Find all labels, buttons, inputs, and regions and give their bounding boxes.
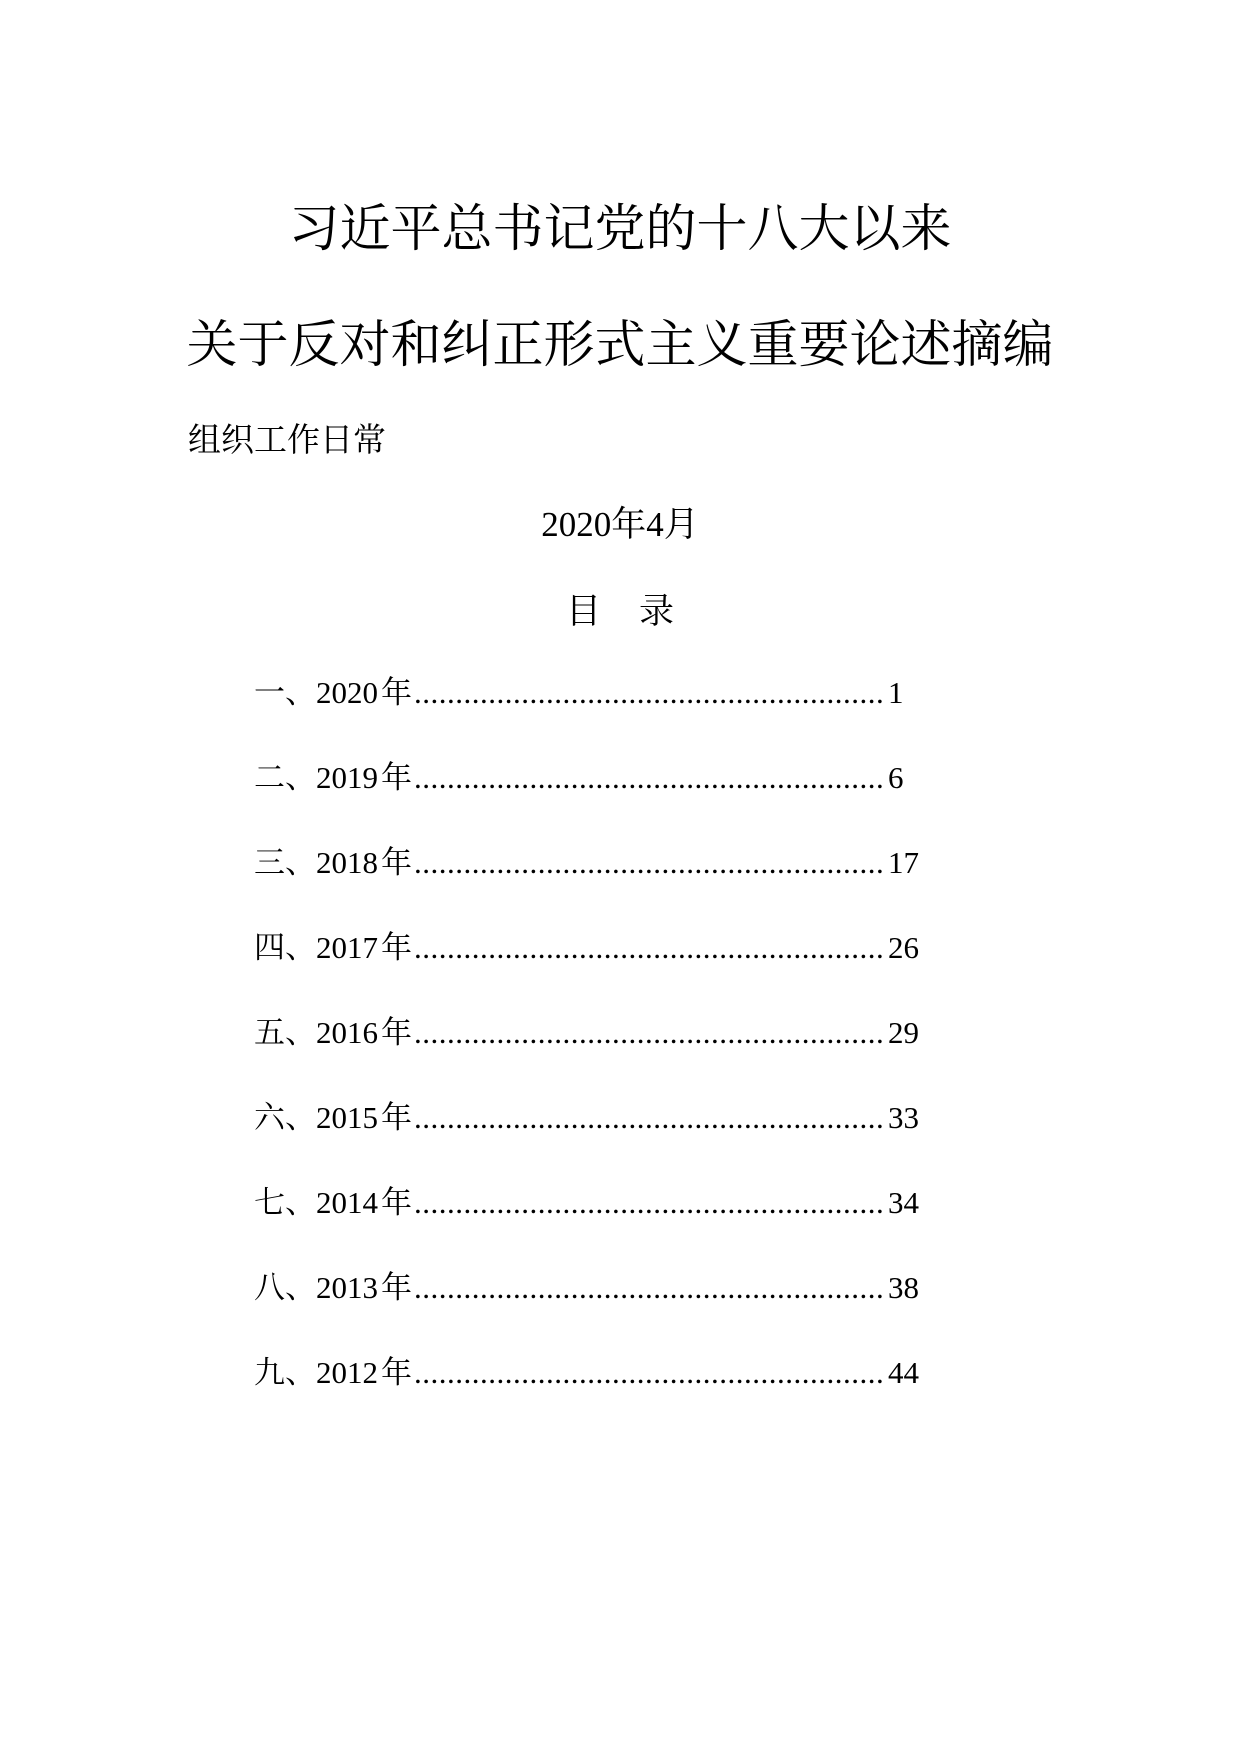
toc-item-number: 六、 — [254, 1100, 316, 1136]
table-of-contents — [254, 665, 924, 1430]
toc-item-suffix: 年 — [381, 1355, 412, 1391]
toc-item[interactable] — [254, 1090, 924, 1175]
source-label: 组织工作日常 — [188, 420, 386, 459]
toc-item-number: 四、 — [254, 930, 316, 966]
document-title-line-2: 关于反对和纠正形式主义重要论述摘编 — [186, 316, 1054, 375]
toc-item-year: 2016 — [316, 1015, 378, 1050]
toc-item-number: 五、 — [254, 1015, 316, 1051]
toc-item[interactable] — [254, 750, 924, 835]
toc-item-suffix: 年 — [381, 1015, 412, 1051]
toc-leader-dots — [414, 665, 886, 721]
toc-item-suffix: 年 — [381, 1185, 412, 1221]
toc-item[interactable] — [254, 1175, 924, 1260]
toc-item-page: 38 — [888, 1270, 919, 1305]
toc-item-page: 1 — [888, 675, 904, 710]
document-title-line-1: 习近平总书记党的十八大以来 — [288, 200, 952, 259]
toc-item-year: 2020 — [316, 675, 378, 710]
toc-item-page: 26 — [888, 930, 919, 965]
toc-item-number: 二、 — [254, 760, 316, 796]
toc-item-suffix: 年 — [381, 675, 412, 711]
toc-item[interactable] — [254, 1005, 924, 1090]
toc-item-suffix: 年 — [381, 1270, 412, 1306]
toc-item[interactable] — [254, 1260, 924, 1345]
toc-item-page: 29 — [888, 1015, 919, 1050]
toc-leader-dots — [414, 1260, 886, 1316]
toc-leader-dots — [414, 1090, 886, 1146]
toc-item-page: 6 — [888, 760, 904, 795]
toc-item-suffix: 年 — [381, 1100, 412, 1136]
toc-leader-dots — [414, 1345, 886, 1401]
toc-heading: 目录 — [565, 592, 712, 632]
toc-item-suffix: 年 — [381, 845, 412, 881]
toc-item[interactable] — [254, 665, 924, 750]
toc-item-page: 17 — [888, 845, 919, 880]
toc-item-year: 2014 — [316, 1185, 378, 1220]
toc-item-number: 九、 — [254, 1355, 316, 1391]
toc-item-page: 33 — [888, 1100, 919, 1135]
toc-item-number: 三、 — [254, 845, 316, 881]
toc-item-page: 44 — [888, 1355, 919, 1390]
toc-item[interactable] — [254, 835, 924, 920]
toc-item-year: 2012 — [316, 1355, 378, 1390]
toc-item-number: 七、 — [254, 1185, 316, 1221]
toc-leader-dots — [414, 750, 886, 806]
toc-item-number: 一、 — [254, 675, 316, 711]
toc-item-suffix: 年 — [381, 930, 412, 966]
toc-item-year: 2019 — [316, 760, 378, 795]
toc-leader-dots — [414, 1005, 886, 1061]
toc-leader-dots — [414, 920, 886, 976]
toc-item[interactable] — [254, 920, 924, 1005]
toc-item-number: 八、 — [254, 1270, 316, 1306]
toc-item-suffix: 年 — [381, 760, 412, 796]
toc-item-page: 34 — [888, 1185, 919, 1220]
toc-leader-dots — [414, 835, 886, 891]
toc-item-year: 2017 — [316, 930, 378, 965]
toc-item-year: 2013 — [316, 1270, 378, 1305]
toc-leader-dots — [414, 1175, 886, 1231]
toc-item-year: 2015 — [316, 1100, 378, 1135]
toc-item[interactable] — [254, 1345, 924, 1430]
toc-item-year: 2018 — [316, 845, 378, 880]
publication-date: 2020年4月 — [541, 505, 699, 544]
